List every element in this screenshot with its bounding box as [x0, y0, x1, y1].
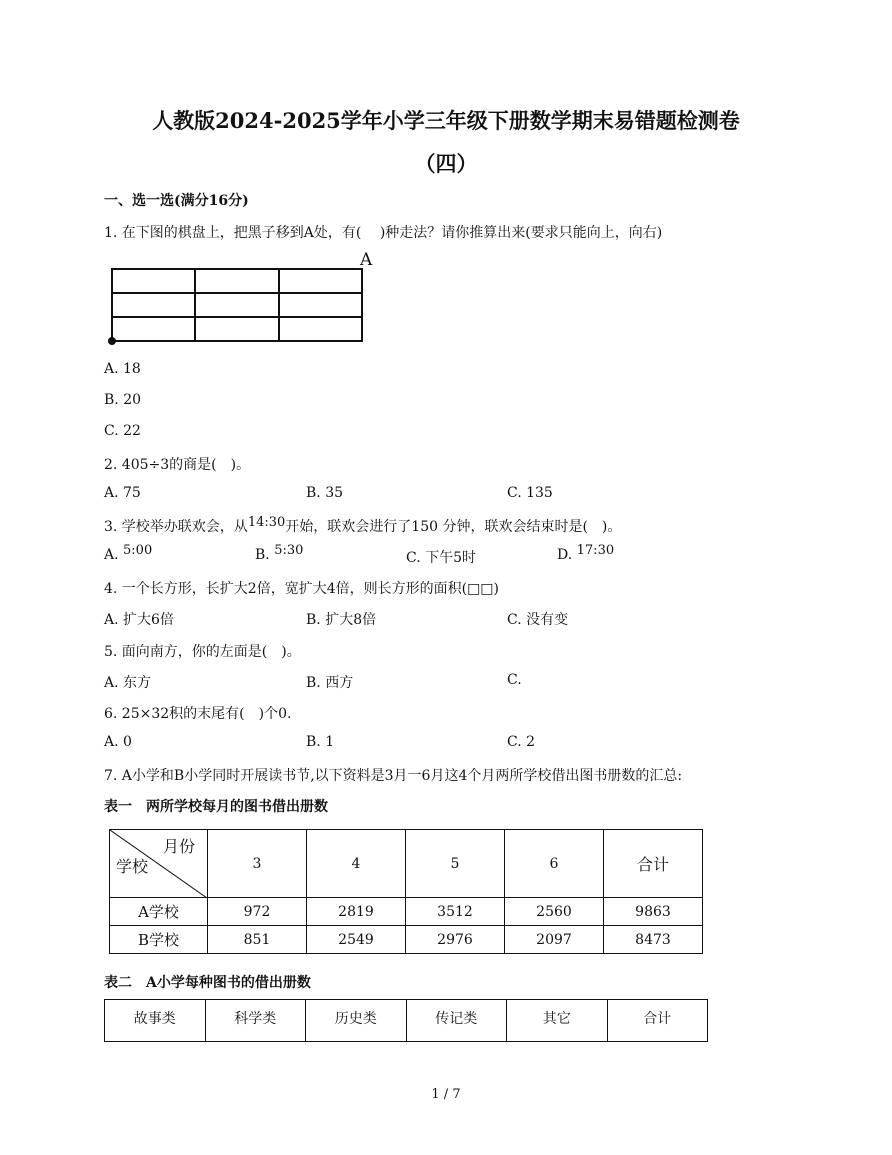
table-cell: 9863: [604, 898, 703, 926]
question-3: [104, 516, 621, 536]
q6-option-a[interactable]: A. 0: [104, 734, 132, 750]
q5-option-b[interactable]: B. 西方: [306, 675, 354, 691]
row-label: A学校: [110, 898, 208, 926]
q5-option-c[interactable]: C.: [507, 672, 522, 688]
q4-option-c[interactable]: C. 没有变: [507, 612, 569, 628]
table-cell: 2549: [307, 926, 406, 954]
table-row: [110, 926, 703, 954]
table1-header-cell: 合计: [604, 830, 703, 898]
question-4: 4. 一个长方形，长扩大2倍，宽扩大4倍，则长方形的面积(□□): [104, 581, 499, 597]
table1-header-cell: 5: [406, 830, 505, 898]
q3-option-c[interactable]: [406, 547, 476, 567]
q3-option-c-value: 下午5时: [425, 550, 477, 566]
q4-option-a[interactable]: A. 扩大6倍: [104, 612, 174, 628]
table2-header-cell: 历史类: [306, 1000, 407, 1042]
chessboard-grid: [108, 265, 368, 347]
table-cell: 8473: [604, 926, 703, 954]
table2-header-cell: 合计: [607, 1000, 708, 1042]
q1-option-b[interactable]: B. 20: [104, 392, 142, 408]
table2-header-row: [105, 1000, 708, 1042]
q3-option-b-prefix: B.: [255, 547, 270, 563]
q2-option-a[interactable]: A. 75: [104, 485, 141, 501]
corner-school-label: 学校: [116, 857, 149, 876]
table2-caption: 表二 A小学每种图书的借出册数: [104, 975, 311, 991]
q3-option-c-prefix: C.: [406, 550, 421, 566]
table2-header-cell: 传记类: [406, 1000, 507, 1042]
page-subtitle: （四）: [414, 151, 478, 176]
black-piece: [108, 337, 116, 345]
corner-month-label: 月份: [162, 837, 195, 856]
page-number: 1 / 7: [431, 1087, 461, 1102]
question-1: 1. 在下图的棋盘上，把黑子移到A处，有( )种走法？请你推算出来(要求只能向上，向右): [104, 225, 663, 241]
q3-option-a[interactable]: [104, 543, 153, 563]
table2-header-cell: 其它: [507, 1000, 608, 1042]
question-5: 5. 面向南方，你的左面是( )。: [104, 644, 301, 660]
q3-option-b-value: 5:30: [274, 543, 304, 558]
table-row: [110, 898, 703, 926]
q2-option-c[interactable]: C. 135: [507, 485, 553, 501]
q1-option-a[interactable]: A. 18: [104, 361, 141, 377]
table1-caption: 表一 两所学校每月的图书借出册数: [104, 799, 328, 815]
table-cell: 2560: [505, 898, 604, 926]
q3-text-b: 开始，联欢会进行了150 分钟，联欢会结束时是( )。: [285, 519, 622, 535]
q5-option-a[interactable]: A. 东方: [104, 675, 152, 691]
q1-option-c[interactable]: C. 22: [104, 423, 141, 439]
row-label: B学校: [110, 926, 208, 954]
q3-option-d-prefix: D.: [557, 547, 573, 563]
table1-corner-cell: [110, 830, 208, 898]
question-2: 2. 405÷3的商是( )。: [104, 457, 251, 473]
q4-option-b[interactable]: B. 扩大8倍: [306, 612, 377, 628]
table1-header-cell: 6: [505, 830, 604, 898]
q2-option-b[interactable]: B. 35: [306, 485, 344, 501]
q3-time: 14:30: [247, 515, 286, 530]
table-monthly-loans: [109, 829, 703, 954]
point-a-label: A: [360, 250, 373, 270]
table-cell: 2976: [406, 926, 505, 954]
page-title: 人教版2024-2025学年小学三年级下册数学期末易错题检测卷: [152, 108, 740, 133]
q3-option-d-value: 17:30: [576, 543, 615, 558]
q3-text-a: 3. 学校举办联欢会，从: [104, 519, 248, 535]
q6-option-b[interactable]: B. 1: [306, 734, 335, 750]
table-cell: 972: [208, 898, 307, 926]
q3-option-d[interactable]: [557, 543, 615, 563]
question-6: 6. 25×32积的末尾有( )个0.: [104, 706, 292, 722]
table1-header-cell: 3: [208, 830, 307, 898]
q6-option-c[interactable]: C. 2: [507, 734, 536, 750]
table-cell: 2819: [307, 898, 406, 926]
table-cell: 3512: [406, 898, 505, 926]
question-7: 7. A小学和B小学同时开展读书节,以下资料是3月一6月这4个月两所学校借出图书册数的汇总:: [104, 768, 683, 784]
table-cell: 851: [208, 926, 307, 954]
q3-option-a-value: 5:00: [123, 543, 153, 558]
table1-header-row: [110, 830, 703, 898]
section-heading: 一、选一选(满分16分): [104, 193, 249, 209]
table2-header-cell: 科学类: [205, 1000, 306, 1042]
q3-option-a-prefix: A.: [104, 547, 119, 563]
table-book-types: [104, 999, 708, 1042]
table-cell: 2097: [505, 926, 604, 954]
q3-option-b[interactable]: [255, 543, 304, 563]
table1-header-cell: 4: [307, 830, 406, 898]
table2-header-cell: 故事类: [105, 1000, 206, 1042]
